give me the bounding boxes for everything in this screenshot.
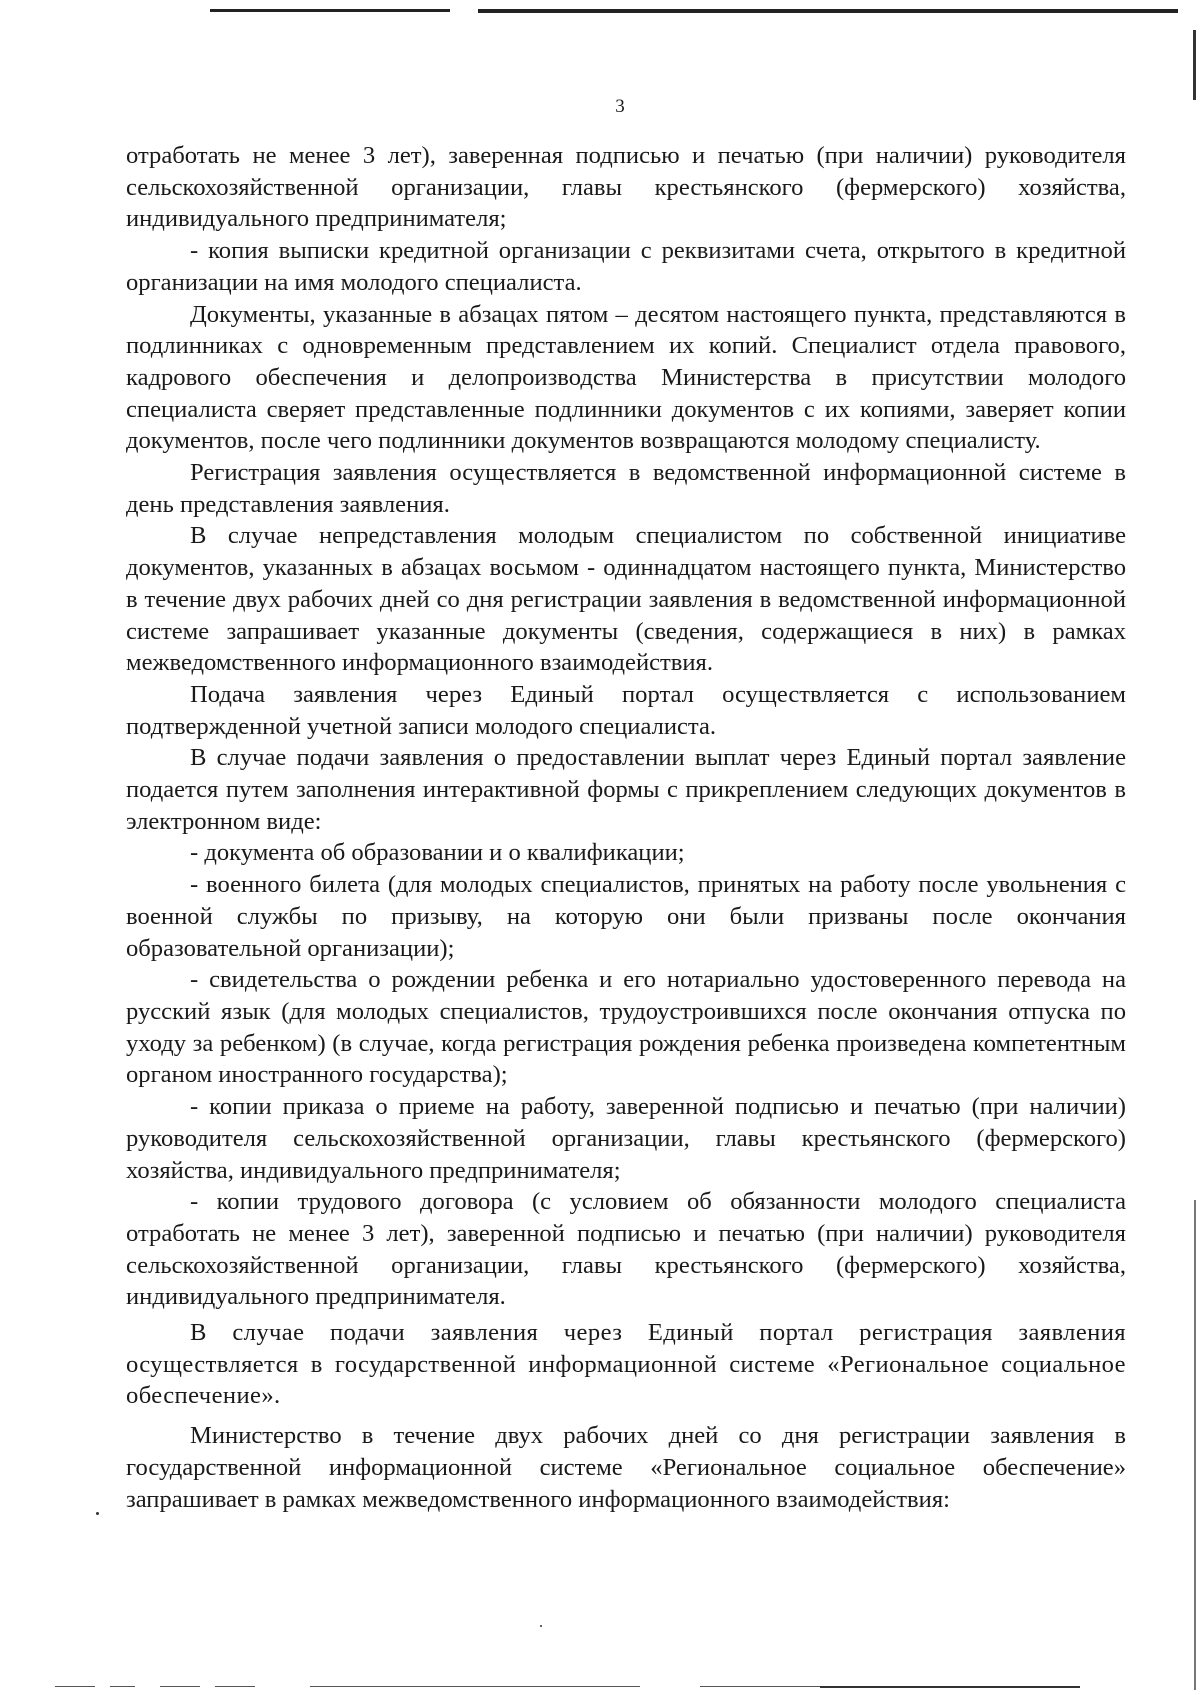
- paragraph: Регистрация заявления осуществляется в ведомственной информационной системе в день представления заявления.: [126, 459, 1126, 518]
- paragraph: В случае непредставления молодым специалистом по собственной инициативе документов, указанных в абзацах восьмом - одиннадцатом настоящего пункта, Министерство в течение двух рабочих дней со дня регистрации заявления в ведомственной информационной системе запрашивает указанные документы (сведения, содержащиеся в них) в рамках межведомственного информационного взаимодействия.: [126, 522, 1126, 677]
- scan-edge-top-left: [210, 9, 450, 12]
- scan-edge-bottom-4: [215, 1686, 255, 1687]
- scan-edge-bottom-2: [110, 1686, 135, 1687]
- list-item: - копии приказа о приеме на работу, заверенной подписью и печатью (при наличии) руководителя сельскохозяйственной организации, главы крестьянского (фермерского) хозяйства, индивидуального предпринимателя;: [126, 1093, 1126, 1184]
- scan-edge-top-right: [478, 9, 1178, 13]
- scan-edge-bottom-6: [700, 1686, 820, 1687]
- scan-edge-right-lower: [1194, 1200, 1196, 1690]
- list-item: - копии трудового договора (с условием об обязанности молодого специалиста отработать не менее 3 лет), заверенной подписью и печатью (при наличии) руководителя сельскохозяйственной организации, главы крестьянского (фермерского) хозяйства, индивидуального предпринимателя.: [126, 1188, 1126, 1311]
- scan-edge-bottom-5: [310, 1686, 640, 1687]
- page-number: 3: [615, 96, 625, 117]
- paragraph: отработать не менее 3 лет), заверенная подписью и печатью (при наличии) руководителя сельскохозяйственной организации, главы крестьянского (фермерского) хозяйства, индивидуального предпринимателя;: [126, 142, 1126, 233]
- scan-speck: [540, 1625, 542, 1627]
- paragraph: Документы, указанные в абзацах пятом – десятом настоящего пункта, представляются в подлинниках с одновременным представлением их копий. Специалист отдела правового, кадрового обеспечения и делопроизводства Министерства в присутствии молодого специалиста сверяет представленные подлинники документов с их копиями, заверяет копии документов, после чего подлинники документов возвращаются молодому специалисту.: [126, 300, 1126, 455]
- paragraph: В случае подачи заявления через Единый портал регистрация заявления осуществляется в государственной информационной системе «Региональное социальное обеспечение».: [126, 1319, 1126, 1410]
- paragraph: Министерство в течение двух рабочих дней со дня регистрации заявления в государственной информационной системе «Региональное социальное обеспечение» запрашивает в рамках межведомственного информационного взаимодействия:: [126, 1422, 1126, 1513]
- scan-speck: [96, 1512, 99, 1515]
- paragraph: Подача заявления через Единый портал осуществляется с использованием подтвержденной учетной записи молодого специалиста.: [126, 680, 1126, 740]
- document-body: [126, 140, 1126, 1515]
- list-item: - свидетельства о рождении ребенка и его нотариально удостоверенного перевода на русский язык (для молодых специалистов, трудоустроившихся после окончания отпуска по уходу за ребенком) (в случае, когда регистрация рождения ребенка произведена компетентным органом иностранного государства);: [126, 966, 1126, 1089]
- scan-edge-bottom-3: [160, 1686, 200, 1687]
- scan-edge-bottom-7: [820, 1686, 1080, 1688]
- list-item: - военного билета (для молодых специалистов, принятых на работу после увольнения с военной службы по призыву, на которую они были призваны после окончания образовательной организации);: [126, 871, 1126, 962]
- scan-edge-bottom-1: [55, 1686, 95, 1687]
- list-item: - копия выписки кредитной организации с реквизитами счета, открытого в кредитной организации на имя молодого специалиста.: [126, 237, 1126, 296]
- scan-edge-right: [1193, 30, 1196, 100]
- paragraph: В случае подачи заявления о предоставлении выплат через Единый портал заявление подается путем заполнения интерактивной формы с прикреплением следующих документов в электронном виде:: [126, 744, 1126, 835]
- list-item: - документа об образовании и о квалификации;: [190, 839, 685, 867]
